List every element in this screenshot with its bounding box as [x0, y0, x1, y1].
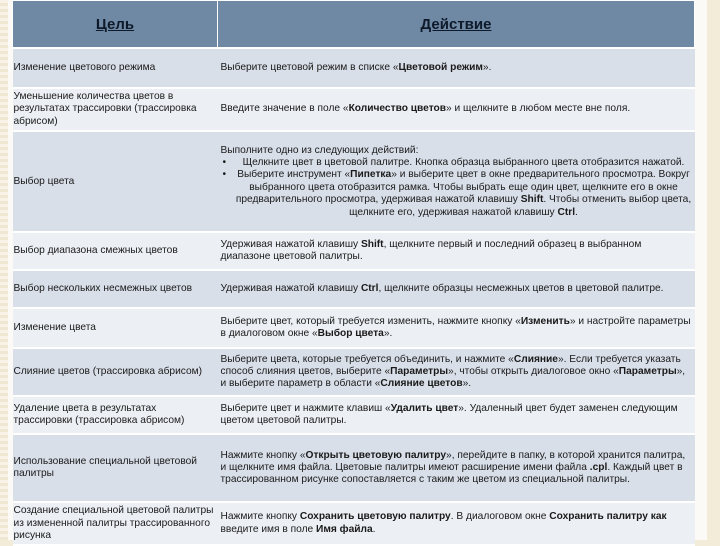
table-row — [13, 348, 695, 396]
option-item: • Выберите инструмент «Пипетка» и выберите цвет в окне предварительного просмотра. Вокруг выбранного цвета отобразится рамка. Чтобы выбрать еще один цвет, щелкните его в окне предварительного просмотра, удерживая нажатой клавишу Shift. Чтобы отменить выбор цвета, щелкните его, удерживая нажатой клавишу Ctrl. — [222, 169, 692, 218]
action-cell — [218, 131, 695, 232]
goal-cell: Выбор нескольких несмежных цветов — [13, 270, 218, 308]
action-cell: Выберите цвета, которые требуется объединить, и нажмите «Слияние». Если требуется указать способ слияния цветов, выберите «Параметры», чтобы открыть диалоговое окно «Параметры», и выберите параметр в области «Слияние цветов». — [218, 348, 695, 396]
action-cell: Нажмите кнопку Сохранить цветовую палитру. В диалоговом окне Сохранить палитру как введите имя в поле Имя файла. — [218, 502, 695, 545]
column-header-action: Действие — [218, 1, 695, 49]
table-row — [13, 270, 695, 308]
goal-cell: Уменьшение количества цветов в результатах трассировки (трассировка абрисом) — [13, 88, 218, 131]
bullet-icon: • — [222, 169, 227, 181]
color-actions-table — [12, 0, 695, 546]
goal-cell: Создание специальной цветовой палитры из измененной палитры трассированного рисунка — [13, 502, 218, 545]
option-item: • Щелкните цвет в цветовой палитре. Кнопка образца выбранного цвета отобразится нажатой. — [222, 156, 685, 168]
action-cell: Удерживая нажатой клавишу Ctrl, щелкните образцы несмежных цветов в цветовой палитре. — [218, 270, 695, 308]
goal-cell: Использование специальной цветовой палитры — [13, 434, 218, 502]
table-row — [13, 131, 695, 232]
goal-cell: Выбор цвета — [13, 131, 218, 232]
table-row — [13, 396, 695, 434]
table-row — [13, 232, 695, 270]
action-cell: Выберите цвет, который требуется изменить, нажмите кнопку «Изменить» и настройте параметры в диалоговом окне «Выбор цвета». — [218, 308, 695, 348]
goal-cell: Слияние цветов (трассировка абрисом) — [13, 348, 218, 396]
table-row — [13, 88, 695, 131]
bullet-icon: • — [222, 156, 227, 168]
goal-cell: Изменение цвета — [13, 308, 218, 348]
goal-cell: Удаление цвета в результатах трассировки (трассировка абрисом) — [13, 396, 218, 434]
goal-cell: Выбор диапазона смежных цветов — [13, 232, 218, 270]
table-row — [13, 434, 695, 502]
table-row — [13, 308, 695, 348]
action-cell: Выберите цвет и нажмите клавиш «Удалить цвет». Удаленный цвет будет заменен следующим цветом цветовой палитры. — [218, 396, 695, 434]
action-intro: Выполните одно из следующих действий: — [220, 144, 419, 156]
action-cell: Удерживая нажатой клавишу Shift, щелкните первый и последний образец в выбранном диапазоне цветовой палитры. — [218, 232, 695, 270]
column-header-goal: Цель — [13, 1, 218, 49]
table-row — [13, 48, 695, 88]
action-cell: Нажмите кнопку «Открыть цветовую палитру», перейдите в папку, в которой хранится палитра, и щелкните имя файла. Цветовые палитры имеют расширение имени файла .cpl. Каждый цвет в трассированном рисунке сопоставляется с таким же цветом из специальной палитры. — [218, 434, 695, 502]
goal-cell: Изменение цветового режима — [13, 48, 218, 88]
table-row — [13, 502, 695, 545]
action-cell: Введите значение в поле «Количество цветов» и щелкните в любом месте вне поля. — [218, 88, 695, 131]
options-list — [221, 157, 693, 219]
action-cell: Выберите цветовой режим в списке «Цветовой режим». — [218, 48, 695, 88]
table-header-row — [13, 1, 695, 49]
